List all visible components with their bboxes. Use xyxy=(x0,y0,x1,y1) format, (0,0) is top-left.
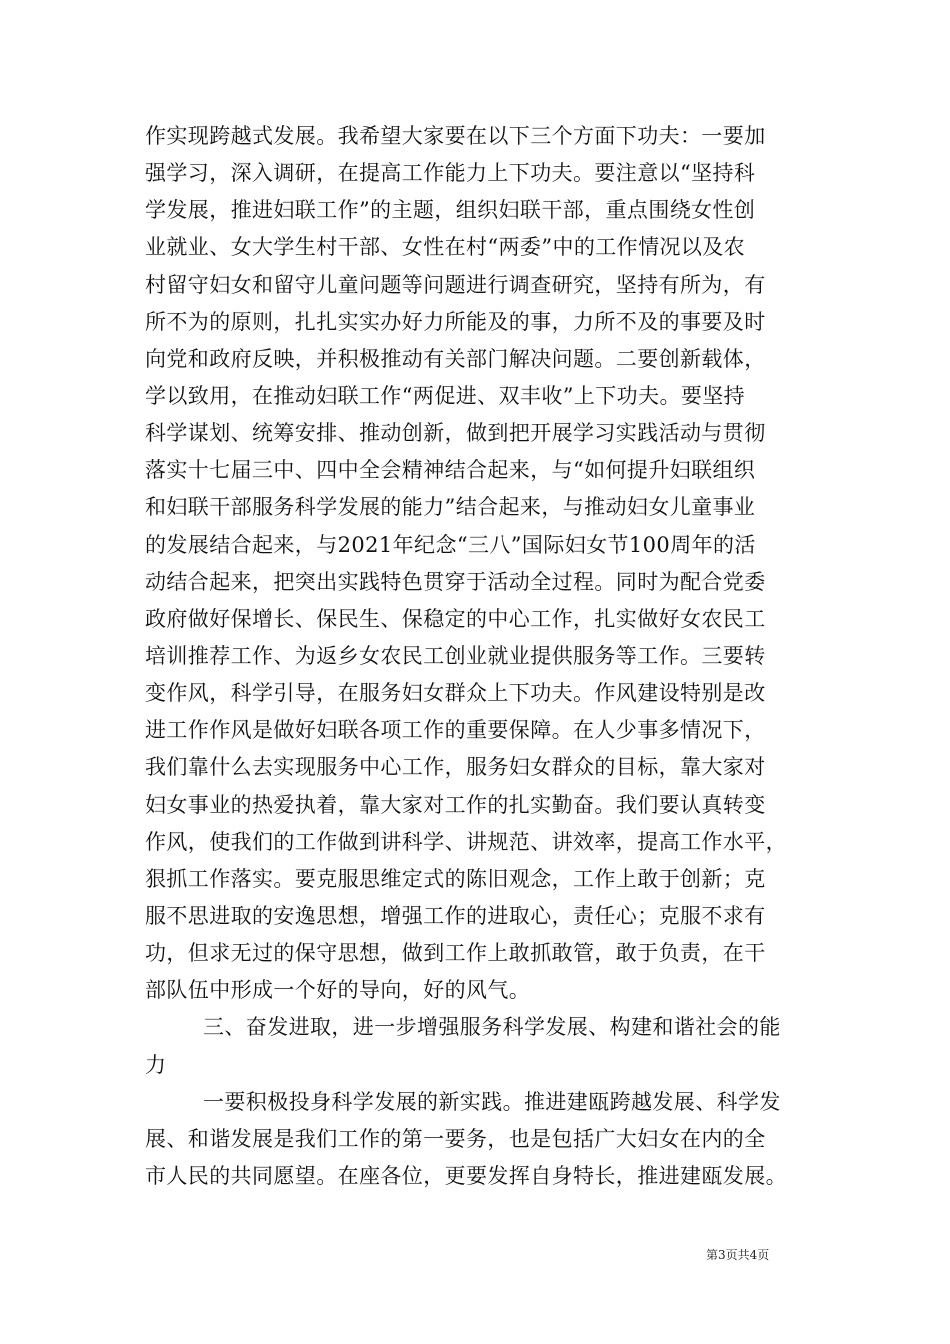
text-line: 变作风，科学引导，在服务妇女群众上下功夫。作风建设特别是改 xyxy=(145,681,766,706)
text-line: 业就业、女大学生村干部、女性在村“两委”中的工作情况以及农 xyxy=(145,235,746,260)
text-line: 学以致用，在推动妇联工作“两促进、双丰收”上下功夫。要坚持 xyxy=(145,383,746,408)
text-line: 村留守妇女和留守儿童问题等问题进行调查研究，坚持有所为，有 xyxy=(145,272,766,297)
text-line: 所不为的原则，扎扎实实办好力所能及的事，力所不及的事要及时 xyxy=(145,309,766,334)
text-line: 展、和谐发展是我们工作的第一要务，也是包括广大妇女在内的全 xyxy=(145,1126,766,1151)
text-line: 部队伍中形成一个好的导向，好的风气。 xyxy=(145,978,531,1003)
text-line: 政府做好保增长、保民生、保稳定的中心工作，扎实做好女农民工 xyxy=(145,606,766,631)
text-line: 狠抓工作落实。要克服思维定式的陈旧观念，工作上敢于创新；克 xyxy=(145,866,766,891)
text-line: 科学谋划、统筹安排、推动创新，做到把开展学习实践活动与贯彻 xyxy=(145,421,766,446)
text-line: 向党和政府反映，并积极推动有关部门解决问题。二要创新载体， xyxy=(145,346,766,371)
text-line: 作风，使我们的工作做到讲科学、讲规范、讲效率，提高工作水平， xyxy=(145,829,787,854)
text-line: 妇女事业的热爱执着，靠大家对工作的扎实勤奋。我们要认真转变 xyxy=(145,792,766,817)
text-line: 功，但求无过的保守思想，做到工作上敢抓敢管，敢于负责，在干 xyxy=(145,941,766,966)
text-line: 作实现跨越式发展。我希望大家要在以下三个方面下功夫：一要加 xyxy=(145,124,766,148)
text-line: 学发展，推进妇联工作”的主题，组织妇联干部，重点围绕女性创 xyxy=(145,198,756,223)
text-line: 我们靠什么去实现服务中心工作，服务妇女群众的目标，靠大家对 xyxy=(145,755,766,780)
text-line: 的发展结合起来，与2021年纪念“三八”国际妇女节100周年的活 xyxy=(145,532,756,557)
section-heading-line: 三、奋发进取，进一步增强服务科学发展、构建和谐社会的能 xyxy=(203,1015,781,1040)
text-line: 市人民的共同愿望。在座各位，更要发挥自身特长，推进建瓯发展。 xyxy=(145,1163,787,1188)
text-line: 强学习，深入调研，在提高工作能力上下功夫。要注意以“坚持科 xyxy=(145,161,756,186)
text-line: 服不思进取的安逸思想，增强工作的进取心，责任心；克服不求有 xyxy=(145,903,766,928)
text-line: 落实十七届三中、四中全会精神结合起来，与“如何提升妇联组织 xyxy=(145,458,756,483)
section-heading-continuation: 力 xyxy=(145,1052,167,1077)
text-line: 进工作作风是做好妇联各项工作的重要保障。在人少事多情况下， xyxy=(145,718,766,743)
text-line: 培训推荐工作、为返乡女农民工创业就业提供服务等工作。三要转 xyxy=(145,643,766,668)
text-line: 一要积极投身科学发展的新实践。推进建瓯跨越发展、科学发 xyxy=(203,1089,781,1114)
text-line: 和妇联干部服务科学发展的能力”结合起来，与推动妇女儿童事业 xyxy=(145,495,756,520)
document-body xyxy=(145,118,815,1195)
page-number-footer: 第3页共4页 xyxy=(706,1248,770,1262)
text-line: 动结合起来，把突出实践特色贯穿于活动全过程。同时为配合党委 xyxy=(145,569,766,594)
